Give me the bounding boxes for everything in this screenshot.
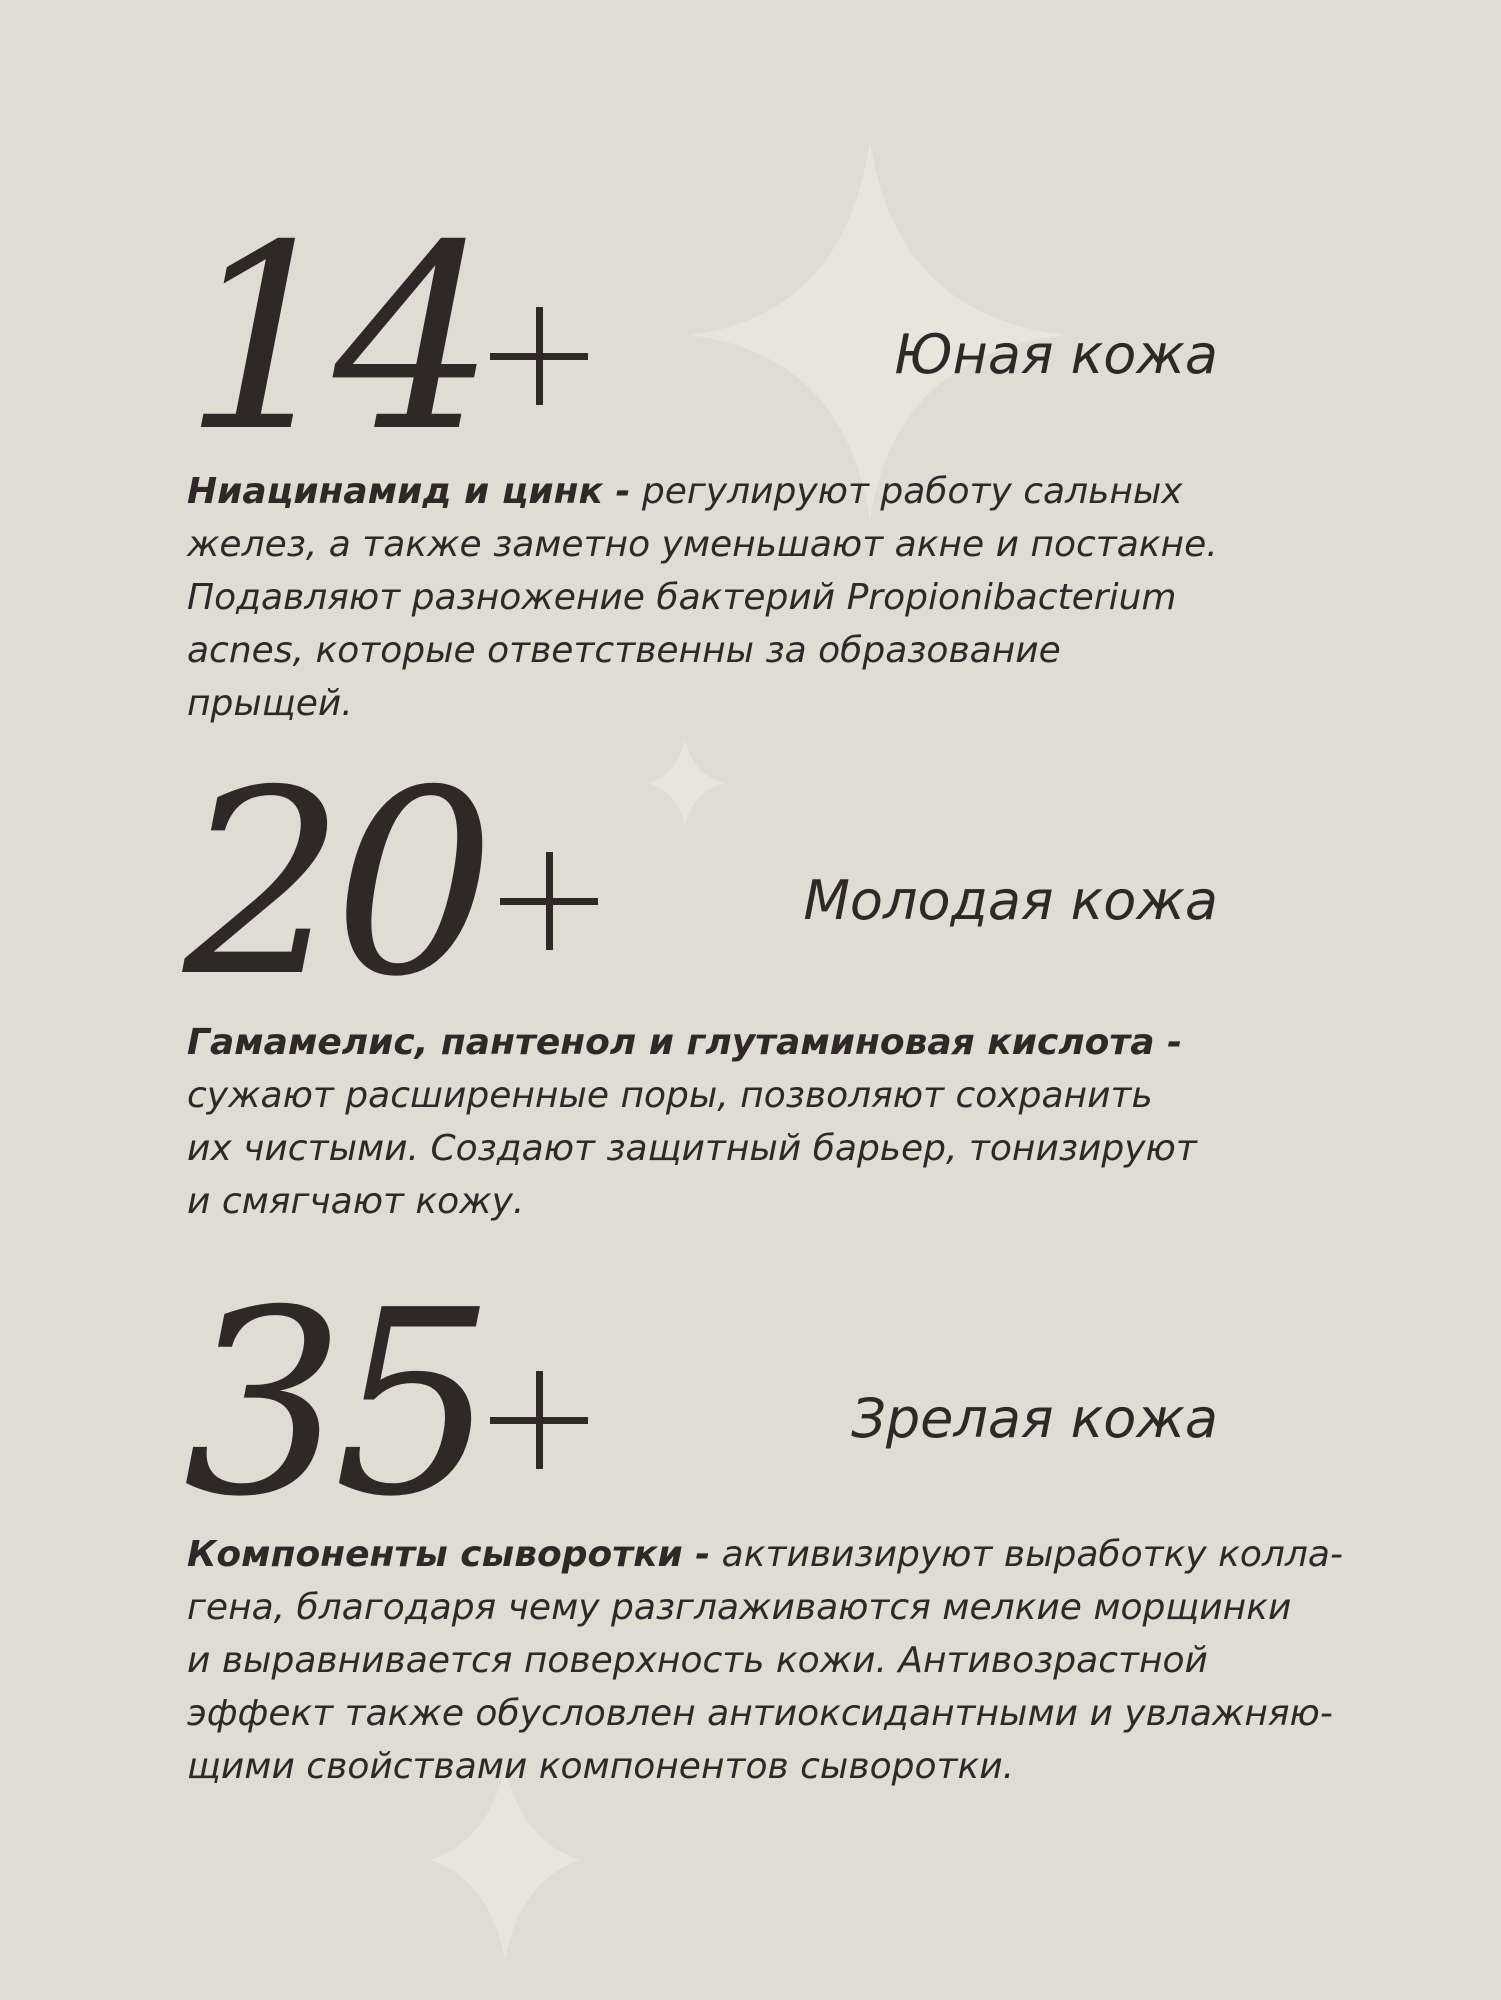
plus-icon: [500, 852, 598, 950]
sparkle-star-icon: [647, 740, 725, 825]
description-line: активизируют выработку колла-: [710, 1534, 1343, 1575]
description-line: прыщей.: [187, 683, 353, 724]
description-line: сужают расширенные поры, позволяют сохранить: [187, 1075, 1153, 1116]
description-line: acnes, которые ответственны за образование: [187, 630, 1061, 671]
skin-type-title: Молодая кожа: [803, 869, 1218, 932]
sparkle-star-icon: [430, 1765, 580, 1960]
description-line: и выравнивается поверхность кожи. Антивозрастной: [187, 1640, 1208, 1681]
ingredients-lead: Компоненты сыворотки -: [187, 1534, 711, 1575]
description-line: желез, а также заметно уменьшают акне и постакне.: [187, 524, 1218, 565]
skin-type-title: Юная кожа: [894, 323, 1218, 386]
description-line: гена, благодаря чему разглаживаются мелкие морщинки: [187, 1587, 1292, 1628]
age-number: 14: [183, 191, 484, 488]
description-line: регулируют работу сальных: [630, 471, 1183, 512]
plus-icon: [490, 307, 588, 405]
age-number: 35: [183, 1256, 484, 1553]
section-description: [187, 465, 1327, 730]
description-line: и смягчают кожу.: [187, 1181, 525, 1222]
section-description: [187, 1016, 1327, 1228]
description-line: эффект также обусловлен антиоксидантными и увлажняю-: [187, 1693, 1333, 1734]
age-number: 20: [183, 736, 484, 1033]
description-line: Подавляют разножение бактерий Propionibacterium: [187, 577, 1177, 618]
section-description: [187, 1528, 1343, 1793]
description-line: щими свойствами компонентов сыворотки.: [187, 1746, 1015, 1787]
plus-icon: [490, 1371, 588, 1469]
ingredients-lead: Гамамелис, пантенол и глутаминовая кислота -: [187, 1022, 1183, 1063]
description-line: их чистыми. Создают защитный барьер, тонизируют: [187, 1128, 1197, 1169]
ingredients-lead: Ниацинамид и цинк -: [187, 471, 631, 512]
skin-type-title: Зрелая кожа: [851, 1387, 1218, 1450]
